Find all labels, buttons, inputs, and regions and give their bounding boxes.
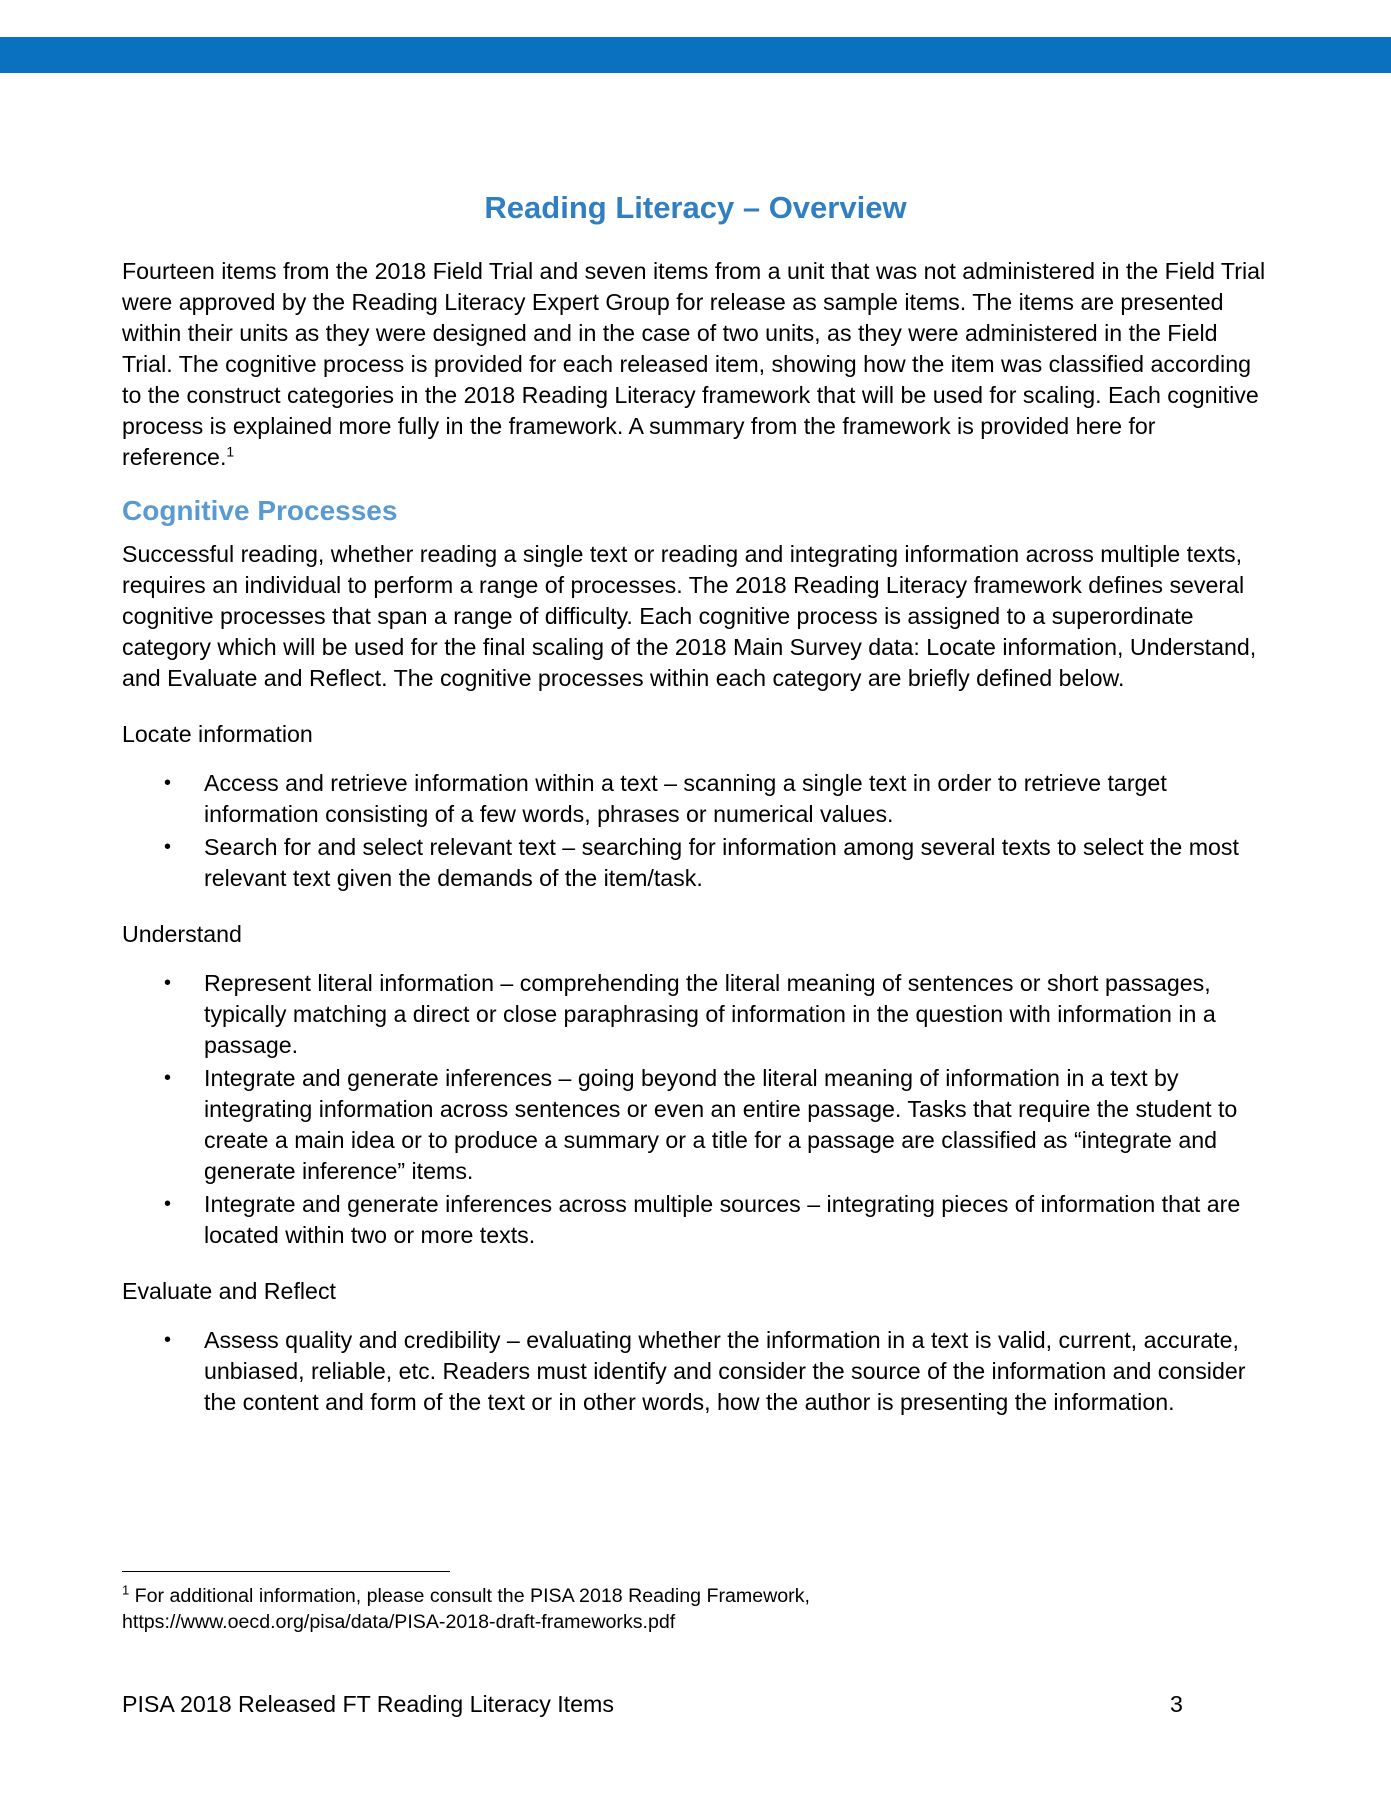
list-item-text: Integrate and generate inferences across multiple sources – integrating pieces of information that are located within two or more texts. bbox=[204, 1191, 1241, 1248]
list-item bbox=[122, 1325, 1272, 1418]
footnote-divider bbox=[122, 1571, 450, 1572]
list-item bbox=[122, 1063, 1272, 1187]
list-item bbox=[122, 768, 1272, 830]
bullet-icon: • bbox=[164, 1193, 172, 1215]
bullet-icon: • bbox=[164, 1067, 172, 1089]
bullet-icon: • bbox=[164, 1329, 172, 1351]
bullet-list-locate bbox=[122, 768, 1272, 894]
list-item bbox=[122, 1189, 1272, 1251]
list-item bbox=[122, 968, 1272, 1061]
footnote-text: For additional information, please consult the PISA 2018 Reading Framework, bbox=[129, 1585, 810, 1607]
bullet-icon: • bbox=[164, 772, 172, 794]
category-label-understand: Understand bbox=[122, 921, 242, 947]
bullet-icon: • bbox=[164, 972, 172, 994]
list-item-text: Represent literal information – comprehending the literal meaning of sentences or short passages, typically matching a direct or close paraphrasing of information in the question with information in a passage. bbox=[204, 970, 1216, 1058]
bullet-list-evaluate bbox=[122, 1325, 1272, 1418]
footnote-number: 1 bbox=[122, 1582, 130, 1598]
category-label-evaluate: Evaluate and Reflect bbox=[122, 1278, 336, 1304]
section-heading-cognitive-processes: Cognitive Processes bbox=[122, 495, 398, 526]
list-item-text: Assess quality and credibility – evaluating whether the information in a text is valid, current, accurate, unbiased, reliable, etc. Readers must identify and consider the source of the information and consider the content and form of the text or in other words, how the author is presenting the information. bbox=[204, 1327, 1246, 1415]
bullet-list-understand bbox=[122, 968, 1272, 1251]
page-title: Reading Literacy – Overview bbox=[484, 190, 907, 225]
footer-document-title: PISA 2018 Released FT Reading Literacy Items bbox=[122, 1691, 614, 1717]
bullet-icon: • bbox=[164, 836, 172, 858]
footnote bbox=[122, 1583, 1272, 1635]
footnote-line bbox=[122, 1583, 1272, 1609]
footnote-link[interactable]: https://www.oecd.org/pisa/data/PISA-2018-draft-frameworks.pdf bbox=[122, 1611, 676, 1633]
list-item-text: Access and retrieve information within a text – scanning a single text in order to retrieve target information consisting of a few words, phrases or numerical values. bbox=[204, 770, 1167, 827]
footer-page-number: 3 bbox=[1170, 1691, 1183, 1717]
intro-paragraph bbox=[122, 256, 1272, 473]
intro-text: Fourteen items from the 2018 Field Trial and seven items from a unit that was not administered in the Field Trial were approved by the Reading Literacy Expert Group for release as sample items. The items are presented within their units as they were designed and in the case of two units, as they were administered in the Field Trial. The cognitive process is provided for each released item, showing how the item was classified according to the construct categories in the 2018 Reading Literacy framework that will be used for scaling. Each cognitive process is explained more fully in the framework. A summary from the framework is provided here for reference. bbox=[122, 258, 1266, 470]
header-band bbox=[0, 37, 1391, 73]
list-item bbox=[122, 832, 1272, 894]
main-content bbox=[122, 256, 1272, 1420]
footnote-ref[interactable]: 1 bbox=[226, 443, 235, 460]
category-label-locate: Locate information bbox=[122, 721, 313, 747]
list-item-text: Integrate and generate inferences – going beyond the literal meaning of information in a text by integrating information across sentences or even an entire passage. Tasks that require the student to create a main idea or to produce a summary or a title for a passage are classified as “integrate and generate inference” items. bbox=[204, 1065, 1238, 1184]
list-item-text: Search for and select relevant text – searching for information among several texts to select the most relevant text given the demands of the item/task. bbox=[204, 834, 1239, 891]
cognitive-paragraph: Successful reading, whether reading a single text or reading and integrating information across multiple texts, requires an individual to perform a range of processes. The 2018 Reading Literacy framework defines several cognitive processes that span a range of difficulty. Each cognitive process is assigned to a superordinate category which will be used for the final scaling of the 2018 Main Survey data: Locate information, Understand, and Evaluate and Reflect. The cognitive processes within each category are briefly defined below. bbox=[122, 541, 1257, 691]
